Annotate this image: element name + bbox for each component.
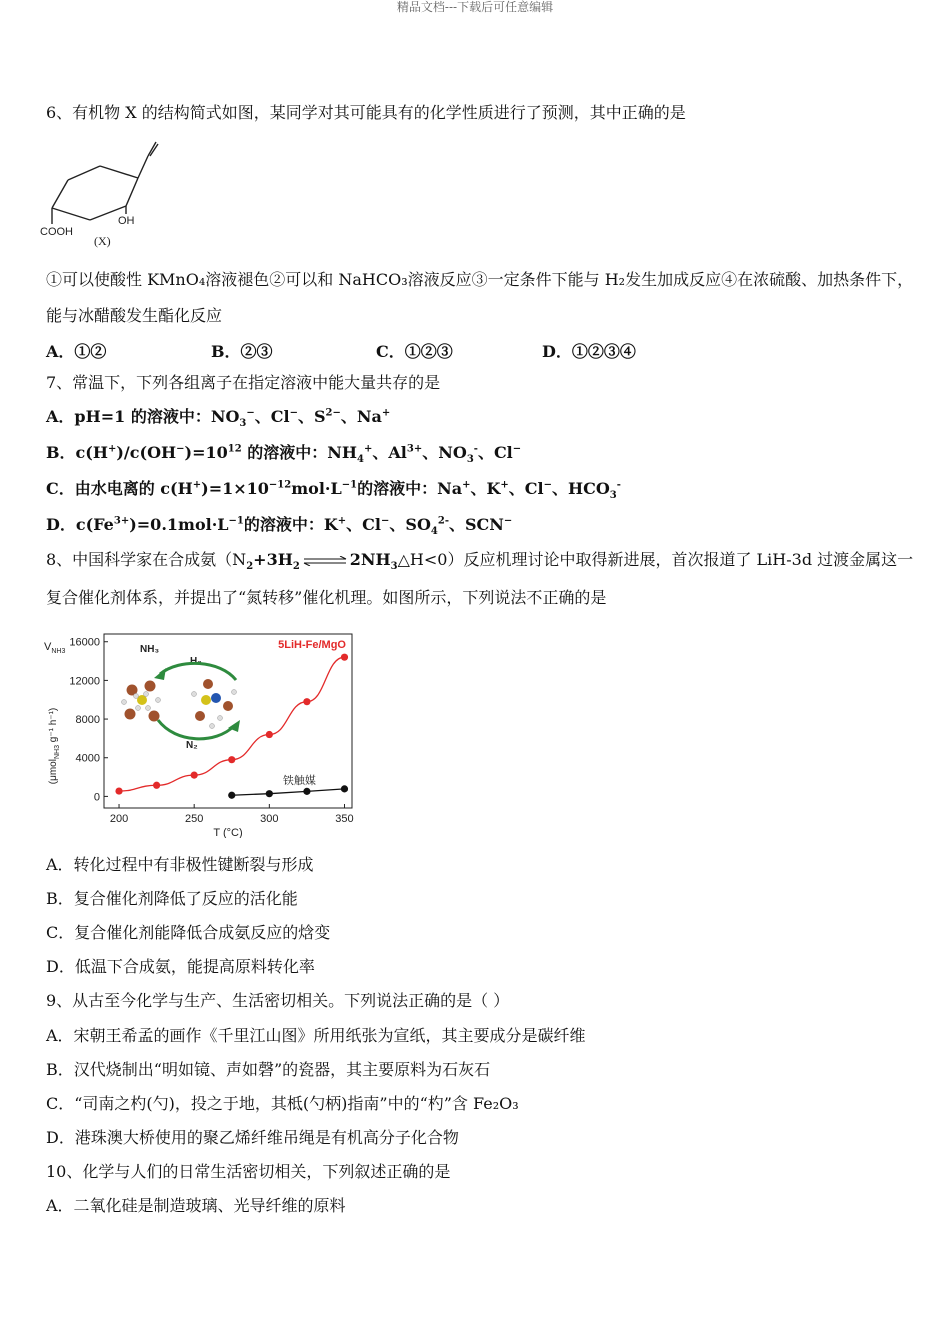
- q9-option-b: B．汉代烧制出“明如镜、声如磬”的瓷器，其主要原料为石灰石: [46, 1060, 491, 1079]
- y-tick-label: 12000: [69, 675, 100, 688]
- q6-option-c: C．①②③: [376, 342, 453, 361]
- inset-nh3-label: NH₃: [140, 644, 160, 655]
- x-tick-label: 300: [260, 813, 279, 825]
- q7-option-d: D．$c(Fe^{3+})=0.1mol\cdot L^{-1}$的溶液中：K+、Cl−、$SO_4^{2-}$、SCN−: [46, 515, 513, 538]
- q6-option-a: A．①②: [46, 342, 107, 361]
- cluster-h: [136, 706, 141, 711]
- inset-arrow-bottom: [158, 720, 234, 739]
- cluster2-atom: [195, 711, 205, 721]
- q7-option-c: C．由水电离的 $c(H^+)=1\times 10^{-12}mol\cdot L^{-1}$的溶液中：Na+、K+、Cl−、$HCO_3^-$: [46, 479, 621, 502]
- cluster-h: [146, 706, 151, 711]
- cluster-h: [134, 694, 139, 699]
- q10-option-a: A．二氧化硅是制造玻璃、光导纤维的原料: [46, 1196, 346, 1215]
- data-point: [341, 785, 348, 792]
- structure-label: (X): [94, 234, 111, 248]
- y-tick-label: 4000: [75, 752, 100, 765]
- cluster2-atom: [203, 679, 213, 689]
- y-axis-top-label: $V_{NH3}$: [44, 641, 66, 655]
- q9-stem: 9、从古至今化学与生产、生活密切相关。下列说法正确的是（ ）: [46, 991, 510, 1010]
- q9-option-a: A．宋朝王希孟的画作《千里江山图》所用纸张为宣纸，其主要成分是碳纤维: [46, 1026, 586, 1045]
- y-axis-rotated-sub: NH3: [54, 745, 61, 760]
- data-point: [153, 782, 160, 789]
- inset-n2-label: N₂: [186, 740, 198, 751]
- y-tick-label: 8000: [75, 714, 100, 727]
- chart-title: 5LiH-Fe/MgO: [278, 639, 346, 651]
- q6-option-d: D．①②③④: [542, 342, 636, 361]
- cluster2-h: [232, 690, 237, 695]
- y-axis-top-sub: NH3: [51, 648, 66, 655]
- x-tick-label: 200: [109, 813, 129, 825]
- x-tick-label: 250: [185, 813, 204, 825]
- data-point: [303, 788, 310, 795]
- y-axis-rotated-units: g⁻¹ h⁻¹): [48, 707, 59, 745]
- equilibrium-arrow-icon: [302, 556, 348, 566]
- ammonia-rate-chart: [40, 628, 360, 838]
- cluster-atom: [125, 709, 136, 720]
- data-point: [341, 654, 348, 661]
- q7-stem: 7、常温下，下列各组离子在指定溶液中能大量共存的是: [46, 373, 441, 392]
- q9-option-d: D．港珠澳大桥使用的聚乙烯纤维吊绳是有机高分子化合物: [46, 1128, 459, 1147]
- q8-option-b: B．复合催化剂降低了反应的活化能: [46, 889, 298, 908]
- q8-option-c: C．复合催化剂能降低合成氨反应的焓变: [46, 923, 331, 942]
- series-line-1: [232, 789, 345, 795]
- y-tick-label: 16000: [69, 636, 100, 649]
- q6-stem: 6、有机物 X 的结构简式如图，某同学对其可能具有的化学性质进行了预测，其中正确的是: [46, 103, 686, 122]
- cluster2-atom: [211, 693, 221, 703]
- data-point: [191, 772, 198, 779]
- x-axis-label: T (°C): [213, 827, 243, 838]
- structure-cooh: COOH: [40, 226, 73, 238]
- structure-x-image: [40, 134, 160, 252]
- data-point: [266, 790, 273, 797]
- q7-option-a: A．pH=1 的溶液中：$NO_3^-$、Cl−、$S^{2-}$、Na+: [46, 407, 391, 430]
- cluster-atom: [145, 681, 156, 692]
- data-point: [266, 731, 273, 738]
- q8-stem-line1: 8、中国科学家在合成氨（$N_2+3H_2$ $2NH_3\triangle H<0$）反应机理讨论中取得新进展，首次报道了 LiH-3d 过渡金属这一: [46, 550, 914, 573]
- q6-options: [46, 339, 906, 361]
- q8-stem-line2: 复合催化剂体系，并提出了“氮转移”催化机理。如图所示，下列说法不正确的是: [46, 588, 607, 607]
- iron-catalyst-label: 铁触媒: [282, 773, 316, 787]
- cluster2-h: [218, 716, 223, 721]
- data-point: [228, 756, 235, 763]
- data-point: [115, 787, 122, 794]
- q7-option-b: B．$c(H^+)/c(OH^-)=10^{12}$ 的溶液中：$NH_4^+$、$Al^{3+}$、$NO_3^-$、Cl−: [46, 443, 522, 466]
- q10-stem: 10、化学与人们的日常生活密切相关，下列叙述正确的是: [46, 1162, 451, 1181]
- q6-statements-line1: ①可以使酸性 KMnO₄溶液褪色②可以和 NaHCO₃溶液反应③一定条件下能与 H₂发生加成反应④在浓硫酸、加热条件下，: [46, 270, 914, 289]
- structure-oh: OH: [118, 215, 135, 227]
- q6-statements-line2: 能与冰醋酸发生酯化反应: [46, 306, 223, 325]
- cluster-atom: [149, 711, 160, 722]
- y-axis-rotated-label: (μmol$_{NH3}$ g⁻¹ h⁻¹): [48, 707, 61, 785]
- cluster2-h: [210, 724, 215, 729]
- inset-h2-label: H₂: [190, 656, 202, 667]
- cluster-h: [156, 698, 161, 703]
- q8-option-d: D．低温下合成氨，能提高原料转化率: [46, 957, 315, 976]
- x-tick-label: 350: [335, 813, 354, 825]
- q6-option-b: B．②③: [211, 342, 273, 361]
- q8-option-a: A．转化过程中有非极性键断裂与形成: [46, 855, 314, 874]
- cluster-h: [144, 692, 149, 697]
- cluster-h: [122, 700, 127, 705]
- cluster2-atom: [223, 701, 233, 711]
- cluster2-h: [192, 692, 197, 697]
- inset-arrowhead-top: [154, 668, 166, 680]
- data-point: [303, 698, 310, 705]
- data-point: [228, 792, 235, 799]
- cluster2-atom: [201, 695, 211, 705]
- y-tick-label: 0: [93, 791, 100, 804]
- page-header: 精品文档---下载后可任意编辑: [396, 0, 554, 14]
- q9-option-c: C．“司南之杓(勺)，投之于地，其柢(勺柄)指南”中的“杓”含 Fe₂O₃: [46, 1094, 519, 1113]
